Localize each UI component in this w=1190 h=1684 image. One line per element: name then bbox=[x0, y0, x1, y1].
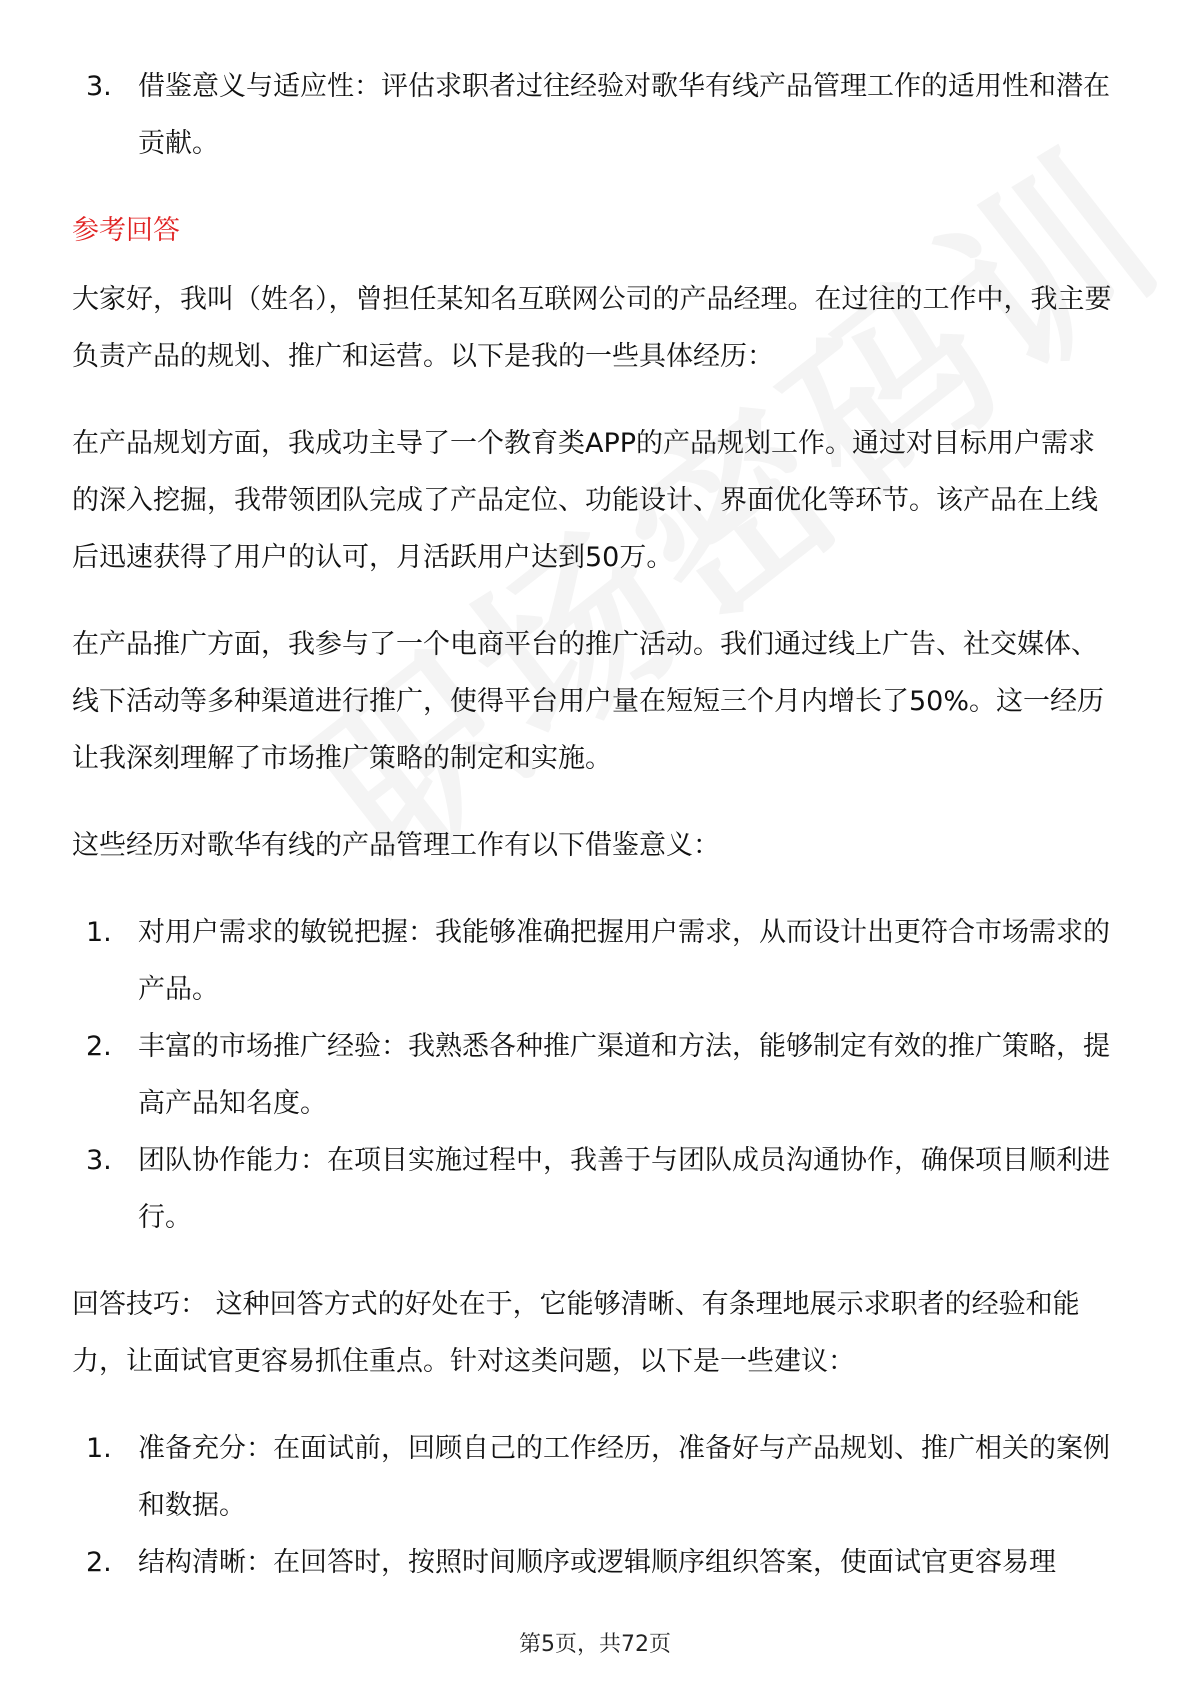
list-text: 对用户需求的敏锐把握：我能够准确把握用户需求，从而设计出更符合市场需求的产品。 bbox=[138, 917, 1110, 1005]
list-number: 1. bbox=[86, 1433, 112, 1464]
paragraph: 大家好，我叫（姓名），曾担任某知名互联网公司的产品经理。在过往的工作中，我主要负责产品的规划、推广和运营。以下是我的一些具体经历： bbox=[72, 284, 1112, 372]
list-number: 1. bbox=[86, 917, 112, 948]
list-text: 团队协作能力：在项目实施过程中，我善于与团队成员沟通协作，确保项目顺利进行。 bbox=[138, 1145, 1110, 1233]
list-item bbox=[86, 904, 1120, 1018]
list-text: 结构清晰：在回答时，按照时间顺序或逻辑顺序组织答案，使面试官更容易理 bbox=[138, 1547, 1056, 1578]
page-content bbox=[72, 58, 1120, 1621]
tips-list bbox=[72, 1420, 1120, 1591]
list-item bbox=[86, 1420, 1120, 1534]
page-number-footer: 第5页，共72页 bbox=[519, 1632, 671, 1657]
list-item bbox=[86, 1132, 1120, 1246]
list-item bbox=[86, 1534, 1120, 1591]
list-number: 3. bbox=[86, 1145, 112, 1176]
list-item bbox=[86, 1018, 1120, 1132]
tips-paragraph: 回答技巧： 这种回答方式的好处在于，它能够清晰、有条理地展示求职者的经验和能力，让面试官更容易抓住重点。针对这类问题，以下是一些建议： bbox=[72, 1289, 1080, 1377]
list-text: 借鉴意义与适应性：评估求职者过往经验对歌华有线产品管理工作的适用性和潜在贡献。 bbox=[138, 71, 1110, 159]
list-text: 丰富的市场推广经验：我熟悉各种推广渠道和方法，能够制定有效的推广策略，提高产品知名度。 bbox=[138, 1031, 1110, 1119]
list-text: 准备充分：在面试前，回顾自己的工作经历，准备好与产品规划、推广相关的案例和数据。 bbox=[138, 1433, 1110, 1521]
section-heading: 参考回答 bbox=[72, 215, 180, 246]
list-item bbox=[86, 58, 1120, 172]
paragraph: 这些经历对歌华有线的产品管理工作有以下借鉴意义： bbox=[72, 830, 720, 861]
paragraph: 在产品推广方面，我参与了一个电商平台的推广活动。我们通过线上广告、社交媒体、线下活动等多种渠道进行推广，使得平台用户量在短短三个月内增长了50%。这一经历让我深刻理解了市场推广策略的制定和实施。 bbox=[72, 629, 1105, 774]
benefits-list bbox=[72, 904, 1120, 1246]
paragraph: 在产品规划方面，我成功主导了一个教育类APP的产品规划工作。通过对目标用户需求的深入挖掘，我带领团队完成了产品定位、功能设计、界面优化等环节。该产品在上线后迅速获得了用户的认可，月活跃用户达到50万。 bbox=[72, 428, 1098, 573]
list-number: 2. bbox=[86, 1547, 112, 1578]
list-number: 2. bbox=[86, 1031, 112, 1062]
list-number: 3. bbox=[86, 71, 112, 102]
